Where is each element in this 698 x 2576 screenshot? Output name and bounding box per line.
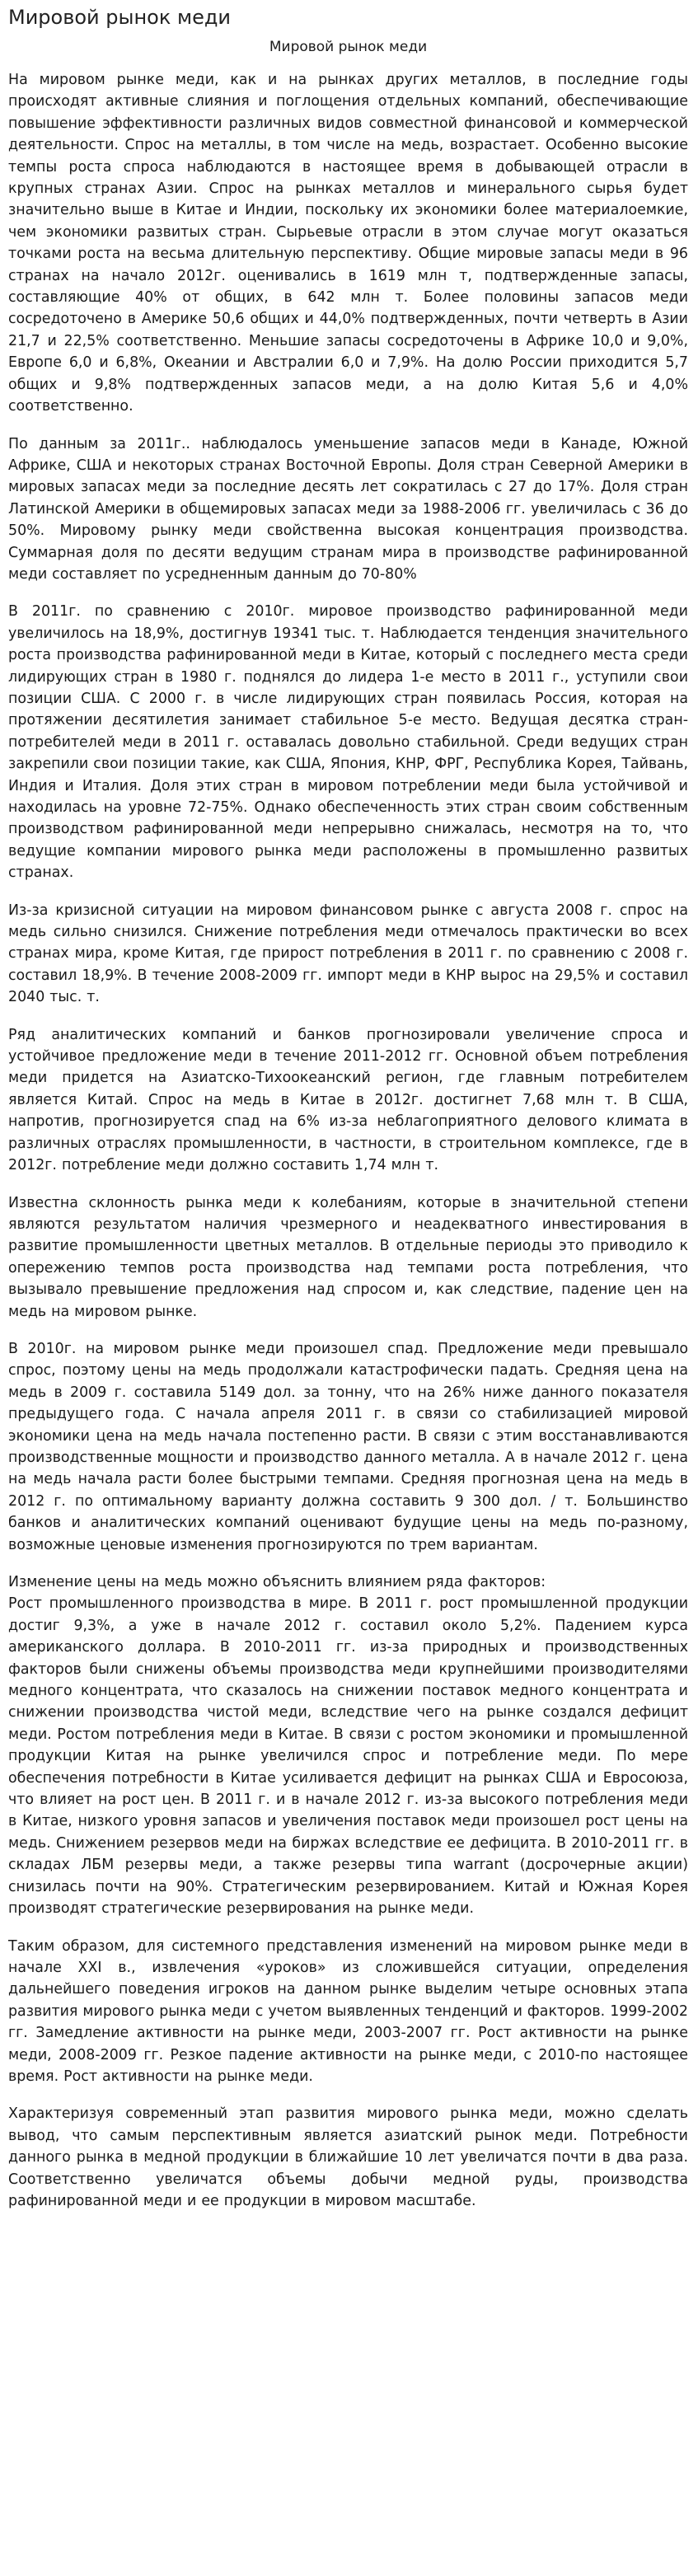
paragraph-reserves-2011: По данным за 2011г.. наблюдалось уменьшение запасов меди в Канаде, Южной Африке, США и некоторых странах Восточной Европы. Доля стран Северной Америки в мировых запасах меди за последние десять лет сократилась с 27 до 17%. Доля стран Латинской Америки в общемировых запасах меди за 1988-2006 гг. увеличилась с 36 до 50%. Мировому рынку меди свойственна высокая концентрация производства. Суммарная доля по десяти ведущим странам мира в производстве рафинированной меди составляет по усредненным данным до 70-80%	[8, 435, 688, 583]
paragraph-factors-intro: Изменение цены на медь можно объяснить влиянием ряда факторов:	[8, 1574, 546, 1590]
paragraph-conclusion: Характеризуя современный этап развития мирового рынка меди, можно сделать вывод, что самым перспективным является азиатский рынок меди. Потребности данного рынка в медной продукции в ближайшие 10 лет увеличатся почти в два раза. Соответственно увеличатся объемы добычи медной руды, производства рафинированной меди и ее продукции в мировом масштабе.	[8, 2105, 688, 2209]
paragraph-crisis-2008: Из-за кризисной ситуации на мировом финансовом рынке с августа 2008 г. спрос на медь сильно снизился. Снижение потребления меди отмечалось практически во всех странах мира, кроме Китая, где прирост потребления в 2011 г. по сравнению с 2008 г. составил 18,9%. В течение 2008-2009 гг. импорт меди в КНР вырос на 29,5% и составил 2040 тыс. т.	[8, 902, 688, 1006]
document-subtitle: Мировой рынок меди	[269, 39, 428, 55]
paragraph-factors: Рост промышленного производства в мире. В 2011 г. рост промышленной продукции достиг 9,3%, а уже в начале 2012 г. составил около 5,2%. Падением курса американского доллара. В 2010-2011 гг. из-за природных и производственных факторов были снижены объемы производства меди крупнейшими производителями медного концентрата, что сказалось на снижении поставок медного концентрата и снижении производства чистой меди, вследствие чего на рынке создался дефицит меди. Ростом потребления меди в Китае. В связи с ростом экономики и промышленной продукции Китая на рынке увеличился спрос и потребление меди. По мере обеспечения потребности в Китае усиливается дефицит на рынках США и Евросоюза, что влияет на рост цен. В 2011 г. и в начале 2012 г. из-за высокого потребления меди в Китае, низкого уровня запасов и увеличения поставок меди произошел рост цены на медь. Снижением резервов меди на биржах вследствие ее дефицита. В 2010-2011 гг. в складах ЛБМ резервы меди, а также резервы типа warrant (досрочерные акции) снизилась почти на 90%. Стратегическим резервированием. Китай и Южная Корея производят стратегические резервирования на рынке меди.	[8, 1595, 688, 1918]
paragraph-market-overview: На мировом рынке меди, как и на рынках других металлов, в последние годы происходят активные слияния и поглощения отдельных компаний, обеспечивающие повышение эффективности различных видов совместной финансовой и коммерческой деятельности. Спрос на металлы, в том числе на медь, возрастает. Особенно высокие темпы роста спроса наблюдаются в настоящее время в добывающей отрасли в крупных странах Азии. Спрос на рынках металлов и минерального сырья будет значительно выше в Китае и Индии, поскольку их экономики более материалоемкие, чем экономики развитых стран. Сырьевые отрасли в этом случае могут оказаться точками роста на весьма длительную перспективу. Общие мировые запасы меди в 96 странах на начало 2012г. оценивались в 1619 млн т, подтвержденные запасы, составляющие 40% от общих, в 642 млн т. Более половины запасов меди сосредоточено в Америке 50,6 общих и 44,0% подтвержденных, почти четверть в Азии 21,7 и 22,5% соответственно. Меньшие запасы сосредоточены в Африке 10,0 и 9,0%, Европе 6,0 и 6,8%, Океании и Австралии 6,0 и 7,9%. На долю России приходится 5,7 общих и 9,8% подтвержденных запасов меди, а на долю Китая 5,6 и 4,0% соответственно.	[8, 72, 688, 415]
paragraph-volatility: Известна склонность рынка меди к колебаниям, которые в значительной степени являются результатом наличия чрезмерного и неадекватного инвестирования в развитие промышленности цветных металлов. В отдельные периоды это приводило к опережению темпов роста производства над темпами роста потребления, что вызывало превышение предложения над спросом и, как следствие, падение цен на медь на мировом рынке.	[8, 1194, 688, 1320]
paragraph-stages: Таким образом, для системного представления изменений на мировом рынке меди в начале XXI в., извлечения «уроков» из сложившейся ситуации, определения дальнейшего поведения игроков на данном рынке выделим четыре основных этапа развития мирового рынка меди с учетом выявленных тенденций и факторов. 1999-2002 гг. Замедление активности на рынке меди, 2003-2007 гг. Рост активности на рынке меди, 2008-2009 гг. Резкое падение активности на рынке меди, с 2010-по настоящее время. Рост активности на рынке меди.	[8, 1937, 688, 2085]
paragraph-forecasts: Ряд аналитических компаний и банков прогнозировали увеличение спроса и устойчивое предложение меди в течение 2011-2012 гг. Основной объем потребления меди придется на Азиатско-Тихоокеанский регион, где главным потребителем является Китай. Спрос на медь в Китае в 2012г. достигнет 7,68 млн т. В США, напротив, прогнозируется спад на 6% из-за неблагоприятного делового климата в различных отраслях промышленности, в частности, в строительном комплексе, где в 2012г. потребление меди должно составить 1,74 млн т.	[8, 1026, 688, 1174]
paragraph-prices-2010: В 2010г. на мировом рынке меди произошел спад. Предложение меди превышало спрос, поэтому цены на медь продолжали катастрофически падать. Средняя цена на медь в 2009 г. составила 5149 дол. за тонну, что на 26% ниже данного показателя предыдущего года. С начала апреля 2011 г. в связи со стабилизацией мировой экономики цена на медь начала постепенно расти. В связи с этим восстанавливаются производственные мощности и производство данного металла. А в начале 2012 г. цена на медь начала расти более быстрыми темпами. Средняя прогнозная цена на медь в 2012 г. по оптимальному варианту должна составить 9 300 дол. / т. Большинство банков и аналитических компаний оценивают будущие цены на медь по-разному, возможные ценовые изменения прогнозируются по трем вариантам.	[8, 1340, 688, 1553]
paragraph-production-2011: В 2011г. по сравнению с 2010г. мировое производство рафинированной меди увеличилось на 18,9%, достигнув 19341 тыс. т. Наблюдается тенденция значительного роста производства рафинированной меди в Китае, который с последнего места среди лидирующих стран в 1980 г. поднялся до лидера 1-е место в 2011 г., уступили свои позиции США. С 2000 г. в числе лидирующих стран появилась Россия, которая на протяжении десятилетия занимает стабильное 5-е место. Ведущая десятка стран-потребителей меди в 2011 г. оставалась довольно стабильной. Среди ведущих стран закрепили свои позиции такие, как США, Япония, КНР, ФРГ, Республика Корея, Тайвань, Индия и Италия. Доля этих стран в мировом потреблении меди была устойчивой и находилась на уровне 72-75%. Однако обеспеченность этих стран своим собственным производством рафинированной меди непрерывно снижалась, несмотря на то, что ведущие компании мирового рынка меди расположены в промышленно развитых странах.	[8, 603, 688, 882]
page-title: Мировой рынок меди	[8, 6, 232, 29]
article-body	[8, 69, 688, 2212]
